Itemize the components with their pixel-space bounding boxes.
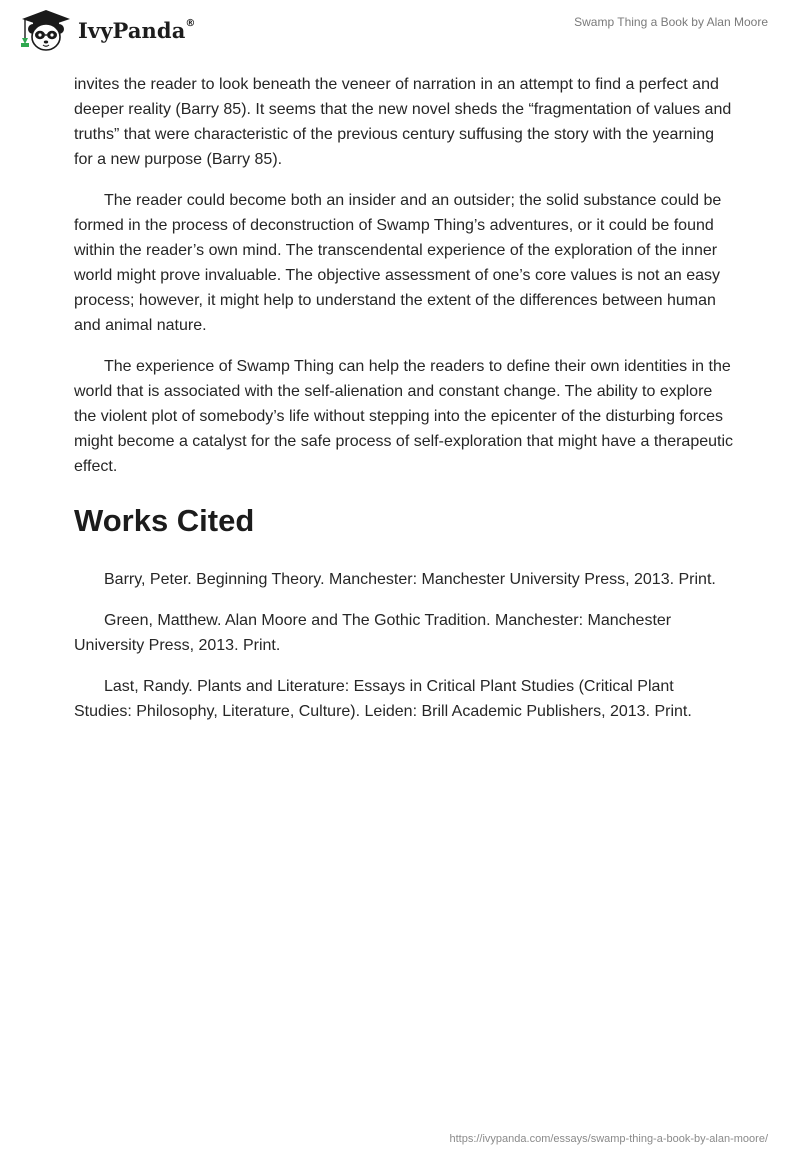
works-cited-heading: Works Cited bbox=[74, 503, 255, 538]
page-header bbox=[0, 0, 800, 70]
body-paragraph: invites the reader to look beneath the veneer of narration in an attempt to find a perfect and deeper reality (Barry 85). It seems that the new novel sheds the “fragmentation of values and truths” that were characteristic of the previous century suffusing the story with the yearning for a new purpose (Barry 85). bbox=[74, 76, 732, 168]
citation-entry: Last, Randy. Plants and Literature: Essays in Critical Plant Studies (Critical Plant Studies: Philosophy, Literature, Culture). Leiden: Brill Academic Publishers, 2013. Print. bbox=[74, 678, 692, 720]
registered-mark: ® bbox=[185, 17, 196, 29]
ivypanda-logo[interactable] bbox=[16, 8, 196, 52]
panda-graduate-icon bbox=[16, 8, 76, 52]
essay-content bbox=[74, 72, 734, 740]
source-url[interactable]: https://ivypanda.com/essays/swamp-thing-a-book-by-alan-moore/ bbox=[449, 1133, 768, 1145]
citation-entry: Barry, Peter. Beginning Theory. Manchester: Manchester University Press, 2013. Print. bbox=[104, 571, 716, 588]
brand-name: IvyPanda® bbox=[78, 17, 196, 43]
document-title: Swamp Thing a Book by Alan Moore bbox=[574, 15, 768, 29]
body-paragraph: The reader could become both an insider and an outsider; the solid substance could be formed in the process of deconstruction of Swamp Thing’s adventures, or it could be found within the reader’s own mind. The transcendental experience of the exploration of the inner world might prove invaluable. The objective assessment of one’s core values is not an easy process; however, it might help to understand the extent of the differences between human and animal nature. bbox=[74, 192, 722, 334]
body-paragraph: The experience of Swamp Thing can help the readers to define their own identities in the world that is associated with the self-alienation and constant change. The ability to explore the violent plot of somebody’s life without stepping into the epicenter of the disturbing forces might become a catalyst for the safe process of self-exploration that might have a therapeutic effect. bbox=[74, 358, 734, 475]
citation-entry: Green, Matthew. Alan Moore and The Gothic Tradition. Manchester: Manchester University Press, 2013. Print. bbox=[74, 612, 672, 654]
